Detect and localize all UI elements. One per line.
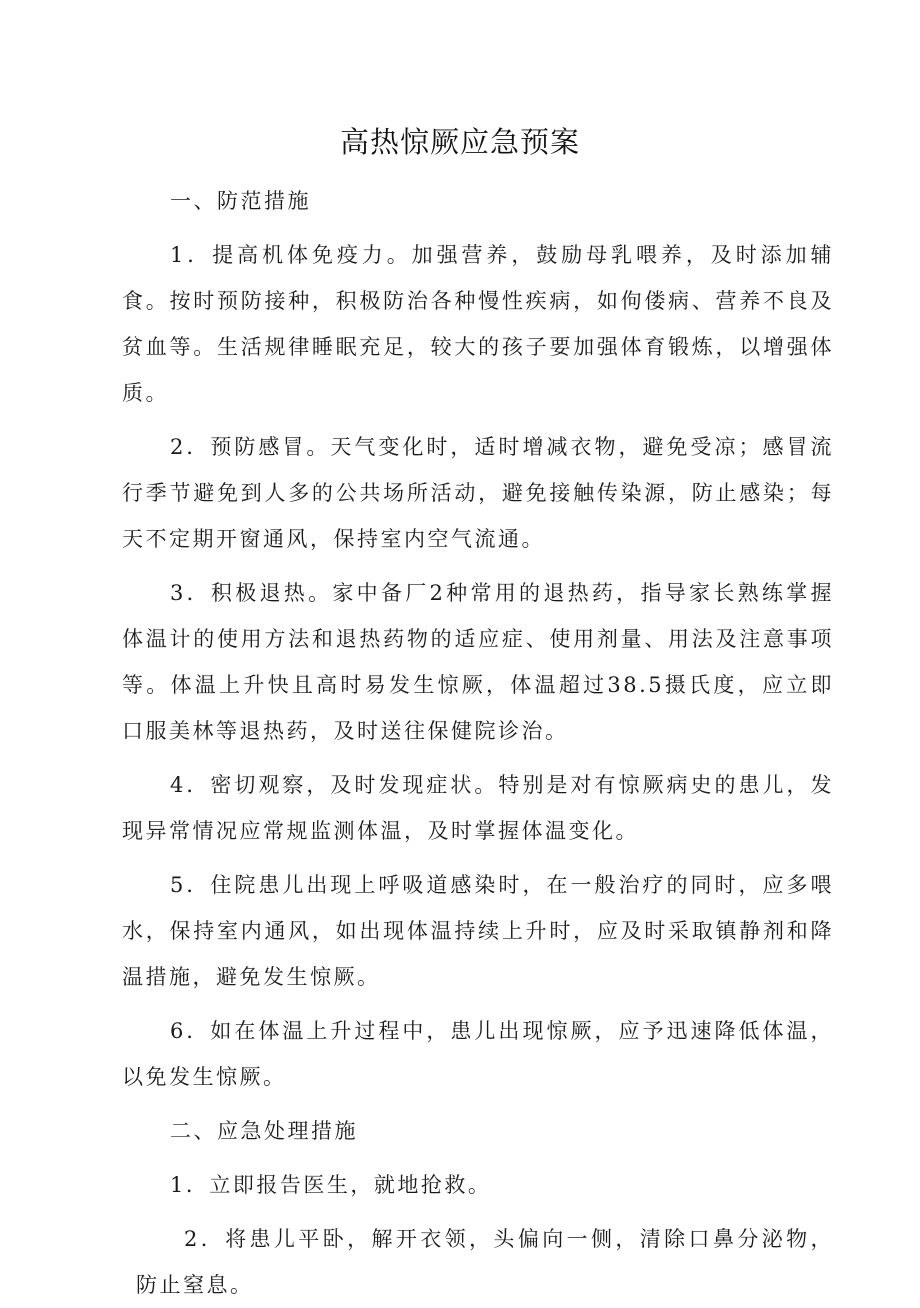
section-heading-prevention: 一、防范措施 [170, 189, 311, 213]
emergency-item-2: 2．将患儿平卧，解开衣领，头偏向一侧，清除口鼻分泌物，防止窒息。 [136, 1227, 834, 1297]
document-body [122, 178, 834, 1308]
prevention-item-4: 4．密切观察，及时发现症状。特别是对有惊厥病史的患儿，发现异常情况应常规监测体温，及时掌握体温变化。 [122, 773, 834, 843]
document-title: 高热惊厥应急预案 [339, 125, 580, 159]
prevention-item-3: 3．积极退热。家中备厂2种常用的退热药，指导家长熟练掌握体温计的使用方法和退热药物的适应症、使用剂量、用法及注意事项等。体温上升快且高时易发生惊厥，体温超过38.5摄氏度，应立即口服美林等退热药，及时送往保健院诊治。 [122, 581, 834, 743]
prevention-item-5: 5．住院患儿出现上呼吸道感染时，在一般治疗的同时，应多喂水，保持室内通风，如出现体温持续上升时，应及时采取镇静剂和降温措施，避免发生惊厥。 [122, 873, 834, 989]
prevention-item-2: 2．预防感冒。天气变化时，适时增减衣物，避免受凉；感冒流行季节避免到人多的公共场所活动，避免接触传染源，防止感染；每天不定期开窗通风，保持室内空气流通。 [122, 435, 834, 551]
prevention-item-6: 6．如在体温上升过程中，患儿出现惊厥，应予迅速降低体温，以免发生惊厥。 [122, 1019, 834, 1089]
prevention-item-1: 1．提高机体免疫力。加强营养，鼓励母乳喂养，及时添加辅食。按时预防接种，积极防治各种慢性疾病，如佝偻病、营养不良及贫血等。生活规律睡眠充足，较大的孩子要加强体育锻炼，以增强体质。 [122, 243, 834, 405]
emergency-item-1: 1．立即报告医生，就地抢救。 [170, 1173, 492, 1197]
section-heading-emergency: 二、应急处理措施 [170, 1119, 358, 1143]
